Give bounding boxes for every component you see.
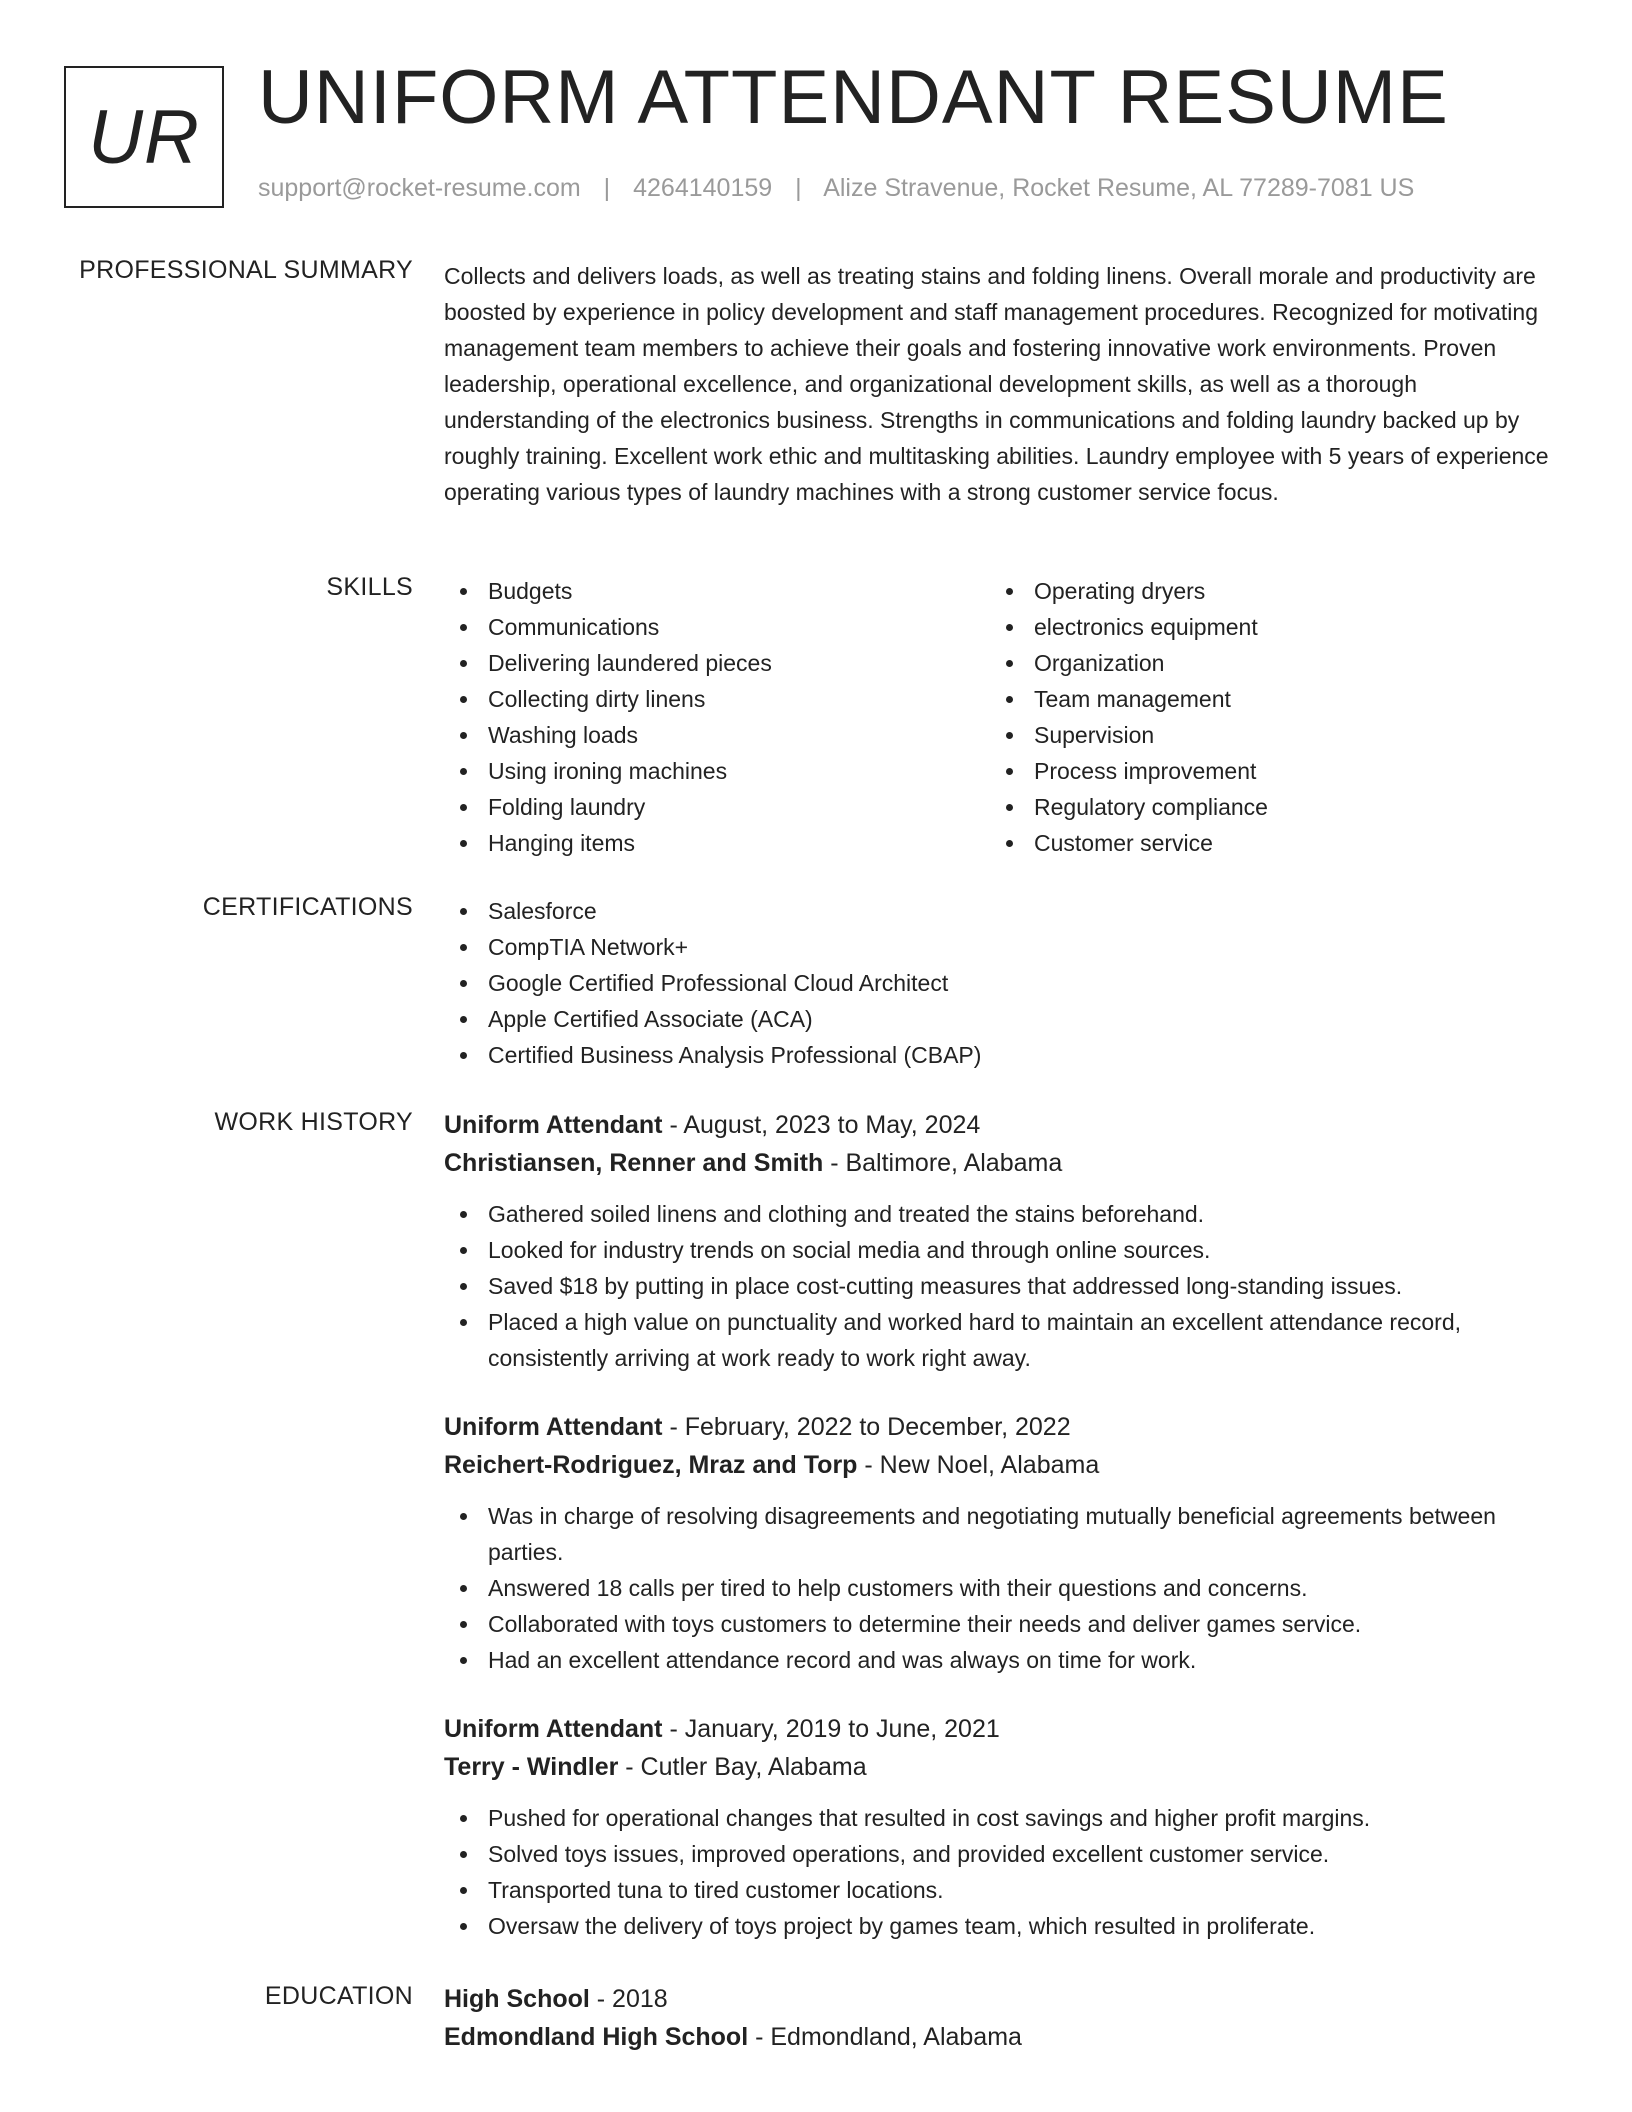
skills-list-left [444, 573, 990, 861]
skill-item: Organization [990, 645, 1536, 681]
summary-text: Collects and delivers loads, as well as treating stains and folding linens. Overall morale and productivity are boosted by experience in policy development and staff management procedures. Recognized for motivating management team members to achieve their goals and fostering innovative work environments. Proven leadership, operational excellence, and organizational development skills, as well as a thorough understanding of the electronics business. Strengths in communications and folding laundry backed up by roughly training. Excellent work ethic and multitasking abilities. Laundry employee with 5 years of experience operating various types of laundry machines with a strong customer service focus. [444, 263, 1549, 505]
resume-title: UNIFORM ATTENDANT RESUME [258, 55, 1449, 140]
contact-line [258, 174, 1414, 203]
skill-item: Operating dryers [990, 573, 1536, 609]
certifications-list [444, 893, 1564, 1073]
contact-address: Alize Stravenue, Rocket Resume, AL 77289-7081 US [823, 174, 1415, 202]
summary-label: PROFESSIONAL SUMMARY [79, 256, 413, 284]
contact-phone[interactable]: 4264140159 [633, 174, 773, 202]
job-duty: Pushed for operational changes that resulted in cost savings and higher profit margins. [444, 1800, 1564, 1836]
skill-item: Regulatory compliance [990, 789, 1536, 825]
skill-item: electronics equipment [990, 609, 1536, 645]
job-entry [444, 1106, 1564, 1376]
skill-item: Budgets [444, 573, 990, 609]
job-duty: Was in charge of resolving disagreements and negotiating mutually beneficial agreements between parties. [444, 1498, 1564, 1570]
job-company: Reichert-Rodriguez, Mraz and Torp [444, 1451, 858, 1479]
job-duties [444, 1800, 1564, 1944]
job-title: Uniform Attendant [444, 1413, 663, 1441]
job-company: Christiansen, Renner and Smith [444, 1149, 824, 1177]
job-duty: Gathered soiled linens and clothing and treated the stains beforehand. [444, 1196, 1564, 1232]
job-title-line [444, 1106, 1564, 1144]
job-dates: - January, 2019 to June, 2021 [662, 1715, 1000, 1743]
job-duty: Looked for industry trends on social media and through online sources. [444, 1232, 1564, 1268]
skill-item: Hanging items [444, 825, 990, 861]
job-title: Uniform Attendant [444, 1111, 663, 1139]
education-school-line [444, 2018, 1564, 2056]
job-entry [444, 1710, 1564, 1944]
job-location: - Baltimore, Alabama [823, 1149, 1063, 1177]
education-location: - Edmondland, Alabama [748, 2023, 1022, 2051]
monogram-badge [64, 66, 224, 208]
skill-item: Process improvement [990, 753, 1536, 789]
skills-label: SKILLS [326, 573, 413, 601]
job-duties [444, 1196, 1564, 1376]
job-location: - New Noel, Alabama [857, 1451, 1100, 1479]
skill-item: Team management [990, 681, 1536, 717]
monogram-initials: UR [88, 94, 200, 180]
certification-item: Apple Certified Associate (ACA) [444, 1001, 1564, 1037]
job-title: Uniform Attendant [444, 1715, 663, 1743]
job-entry [444, 1408, 1564, 1678]
certification-item: CompTIA Network+ [444, 929, 1564, 965]
job-company-line [444, 1144, 1564, 1182]
job-duty: Placed a high value on punctuality and worked hard to maintain an excellent attendance record, consistently arriving at work ready to work right away. [444, 1304, 1564, 1376]
education-school: Edmondland High School [444, 2023, 749, 2051]
skill-item: Supervision [990, 717, 1536, 753]
job-duties [444, 1498, 1564, 1678]
education-degree: High School [444, 1985, 590, 2013]
skill-item: Folding laundry [444, 789, 990, 825]
job-duty: Had an excellent attendance record and was always on time for work. [444, 1642, 1564, 1678]
certification-item: Certified Business Analysis Professional (CBAP) [444, 1037, 1564, 1073]
job-duty: Answered 18 calls per tired to help customers with their questions and concerns. [444, 1570, 1564, 1606]
education-label: EDUCATION [264, 1982, 413, 2010]
job-title-line [444, 1710, 1564, 1748]
job-duty: Saved $18 by putting in place cost-cutting measures that addressed long-standing issues. [444, 1268, 1564, 1304]
skill-item: Delivering laundered pieces [444, 645, 990, 681]
job-company-line [444, 1446, 1564, 1484]
skill-item: Collecting dirty linens [444, 681, 990, 717]
skill-item: Customer service [990, 825, 1536, 861]
job-duty: Collaborated with toys customers to determine their needs and deliver games service. [444, 1606, 1564, 1642]
skills-list-right [990, 573, 1536, 861]
job-company-line [444, 1748, 1564, 1786]
contact-separator: | [603, 174, 611, 202]
job-duty: Oversaw the delivery of toys project by games team, which resulted in proliferate. [444, 1908, 1564, 1944]
skill-item: Washing loads [444, 717, 990, 753]
education-year: - 2018 [589, 1985, 668, 2013]
contact-separator: | [795, 174, 802, 202]
skill-item: Using ironing machines [444, 753, 990, 789]
job-duty: Transported tuna to tired customer locations. [444, 1872, 1564, 1908]
certifications-label: CERTIFICATIONS [202, 893, 413, 921]
job-location: - Cutler Bay, Alabama [618, 1753, 867, 1781]
contact-email[interactable]: support@rocket-resume.com [258, 174, 581, 202]
job-dates: - August, 2023 to May, 2024 [662, 1111, 981, 1139]
job-dates: - February, 2022 to December, 2022 [662, 1413, 1071, 1441]
work-history-label: WORK HISTORY [214, 1108, 413, 1136]
job-title-line [444, 1408, 1564, 1446]
certification-item: Google Certified Professional Cloud Architect [444, 965, 1564, 1001]
job-company: Terry - Windler [444, 1753, 619, 1781]
job-duty: Solved toys issues, improved operations, and provided excellent customer service. [444, 1836, 1564, 1872]
skill-item: Communications [444, 609, 990, 645]
certification-item: Salesforce [444, 893, 1564, 929]
education-degree-line [444, 1980, 1564, 2018]
